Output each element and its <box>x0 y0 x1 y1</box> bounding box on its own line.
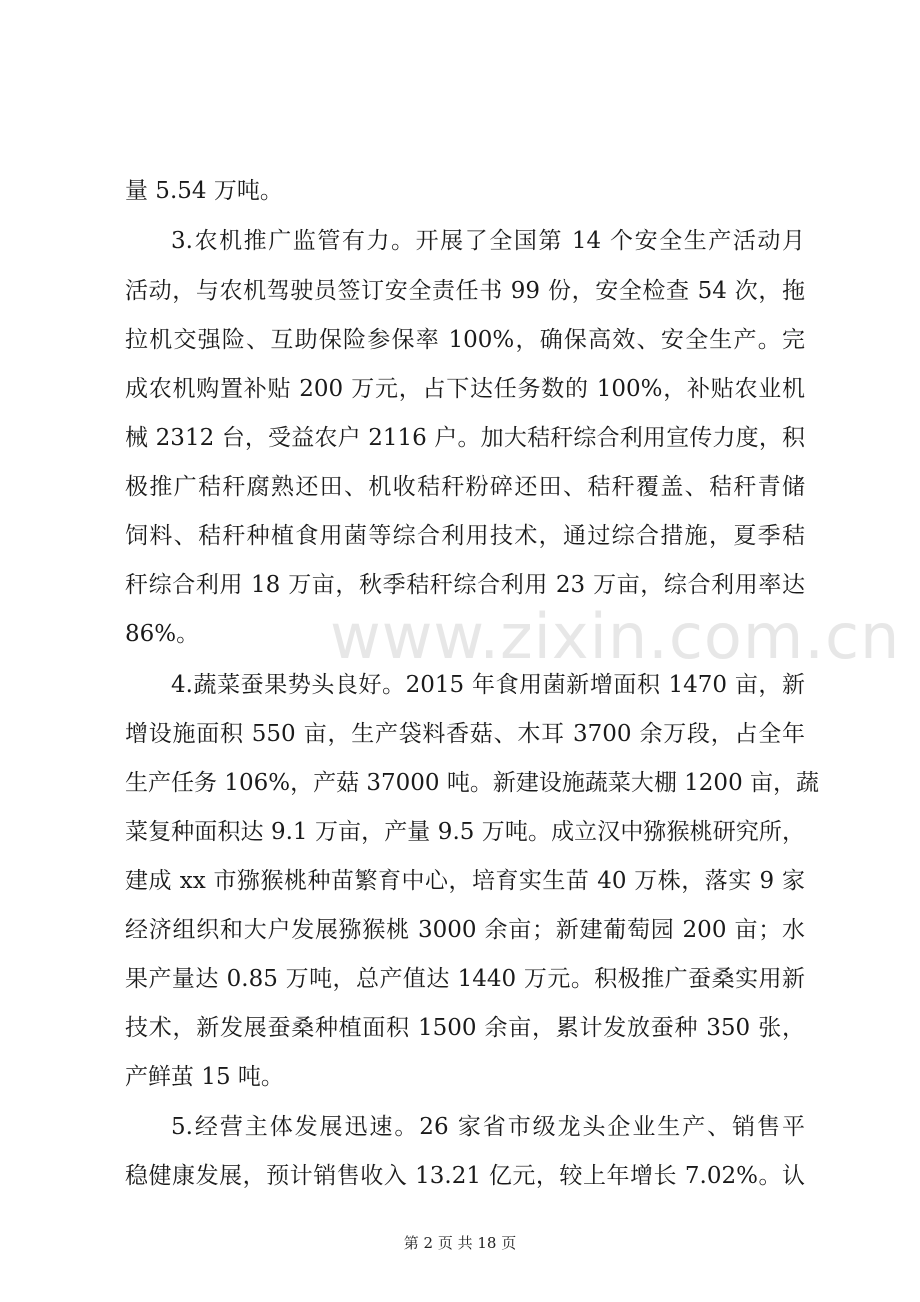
text-line: 86%。 <box>125 621 200 647</box>
text-line: 量 5.54 万吨。 <box>125 178 283 204</box>
watermark: www.zixin.com.cn <box>330 600 901 673</box>
text-line: 极推广秸秆腐熟还田、机收秸秆粉碎还田、秸秆覆盖、秸秆青储 <box>125 474 805 500</box>
text-line: 饲料、秸秆种植食用菌等综合利用技术，通过综合措施，夏季秸 <box>125 523 805 549</box>
text-line: 技术，新发展蚕桑种植面积 1500 余亩，累计发放蚕种 350 张， <box>125 1015 805 1041</box>
text-line: 稳健康发展，预计销售收入 13.21 亿元，较上年增长 7.02%。认 <box>125 1163 805 1189</box>
text-line: 拉机交强险、互助保险参保率 100%，确保高效、安全生产。完 <box>125 327 805 353</box>
page-number-footer: 第 2 页 共 18 页 <box>403 1234 517 1252</box>
paragraph-heading-4: 4.蔬菜蚕果势头良好。2015 年食用菌新增面积 1470 亩，新 <box>171 672 805 698</box>
text-line: 菜复种面积达 9.1 万亩，产量 9.5 万吨。成立汉中猕猴桃研究所， <box>125 819 805 845</box>
paragraph-heading-5: 5.经营主体发展迅速。26 家省市级龙头企业生产、销售平 <box>171 1114 805 1140</box>
text-line: 增设施面积 550 亩，生产袋料香菇、木耳 3700 余万段，占全年 <box>125 721 805 747</box>
text-line: 生产任务 106%，产菇 37000 吨。新建设施蔬菜大棚 1200 亩，蔬 <box>125 770 820 796</box>
text-line: 活动，与农机驾驶员签订安全责任书 99 份，安全检查 54 次，拖 <box>125 278 805 304</box>
text-line: 成农机购置补贴 200 万元，占下达任务数的 100%，补贴农业机 <box>125 376 805 402</box>
text-line: 械 2312 台，受益农户 2116 户。加大秸秆综合利用宣传力度，积 <box>125 425 805 451</box>
text-line: 秆综合利用 18 万亩，秋季秸秆综合利用 23 万亩，综合利用率达 <box>125 572 805 598</box>
paragraph-heading-3: 3.农机推广监管有力。开展了全国第 14 个安全生产活动月 <box>171 228 805 254</box>
text-line: 经济组织和大户发展猕猴桃 3000 余亩；新建葡萄园 200 亩；水 <box>125 917 805 943</box>
text-line: 产鲜茧 15 吨。 <box>125 1064 284 1090</box>
text-line: 果产量达 0.85 万吨，总产值达 1440 万元。积极推广蚕桑实用新 <box>125 966 805 992</box>
text-line: 建成 xx 市猕猴桃种苗繁育中心，培育实生苗 40 万株，落实 9 家 <box>125 868 805 894</box>
